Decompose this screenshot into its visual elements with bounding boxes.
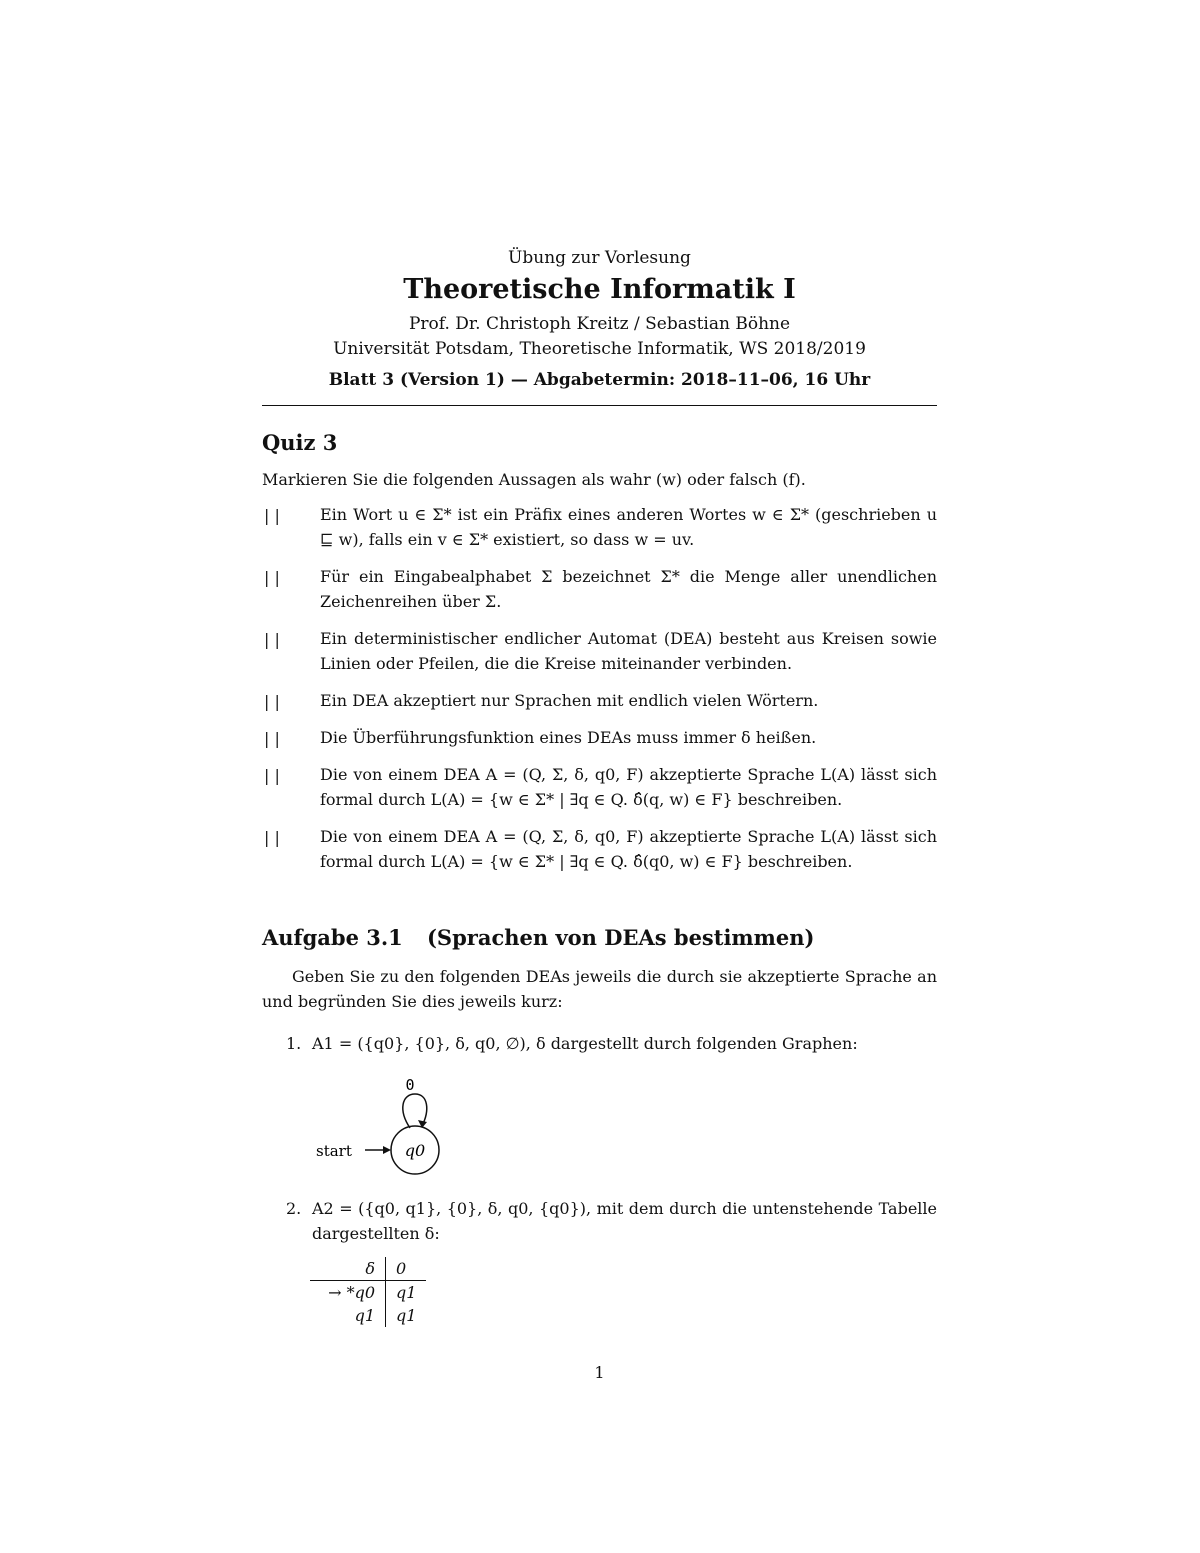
course-title: Theoretische Informatik I	[403, 274, 796, 305]
quiz-item	[262, 824, 937, 874]
answer-box[interactable]: | |	[264, 568, 280, 587]
table-row	[310, 1281, 426, 1305]
exercise-intro: Geben Sie zu den folgenden DEAs jeweils die durch sie akzeptierte Sprache an und begründen Sie dies jeweils kurz:	[262, 967, 937, 1011]
exercise-number: Aufgabe 3.1	[262, 925, 403, 950]
quiz-statement: Die von einem DEA A = (Q, Σ, δ, q0, F) akzeptierte Sprache L(A) lässt sich formal durch L(A) = {w ∈ Σ* | ∃q ∈ Q. δ̂(q0, w) ∈ F} beschreiben.	[320, 827, 937, 871]
sheet-info: Blatt 3 (Version 1) — Abgabetermin: 2018–11–06, 16 Uhr	[328, 370, 871, 390]
quiz-item	[262, 688, 937, 713]
course-pretitle: Übung zur Vorlesung	[508, 248, 691, 268]
quiz-item	[262, 626, 937, 676]
answer-box[interactable]: | |	[264, 729, 280, 748]
quiz-statement: Die von einem DEA A = (Q, Σ, δ, q0, F) akzeptierte Sprache L(A) lässt sich formal durch L(A) = {w ∈ Σ* | ∃q ∈ Q. δ̂(q, w) ∈ F} beschreiben.	[320, 765, 937, 809]
page-number: 1	[594, 1363, 605, 1382]
quiz-list	[262, 502, 937, 886]
quiz-statement: Die Überführungsfunktion eines DEAs muss immer δ heißen.	[320, 728, 817, 747]
quiz-statement: Ein deterministischer endlicher Automat (DEA) besteht aus Kreisen sowie Linien oder Pfeilen, die die Kreise miteinander verbinden.	[320, 629, 937, 673]
item-number: 2.	[286, 1199, 302, 1218]
header-divider	[262, 405, 937, 406]
quiz-item	[262, 564, 937, 614]
quiz-item	[262, 762, 937, 812]
table-cell: q1	[396, 1283, 417, 1302]
exercise-item	[262, 1031, 937, 1056]
table-cell: → *q0	[310, 1281, 386, 1305]
answer-box[interactable]: | |	[264, 692, 280, 711]
answer-box[interactable]: | |	[264, 506, 280, 525]
exercise-title: (Sprachen von DEAs bestimmen)	[427, 925, 815, 950]
item-number: 1.	[286, 1034, 302, 1053]
exercise-item	[262, 1196, 937, 1246]
quiz-statement: Für ein Eingabealphabet Σ bezeichnet Σ* die Menge aller unendlichen Zeichenreihen über Σ.	[320, 567, 937, 611]
start-label: start	[316, 1142, 352, 1160]
table-cell: q1	[310, 1304, 386, 1327]
answer-box[interactable]: | |	[264, 766, 280, 785]
quiz-item	[262, 502, 937, 552]
table-header-cell: 0	[386, 1257, 427, 1281]
table-row	[310, 1304, 426, 1327]
answer-box[interactable]: | |	[264, 630, 280, 649]
quiz-title: Quiz 3	[262, 430, 338, 455]
item-text: A1 = ({q0}, {0}, δ, q0, ∅), δ dargestellt durch folgenden Graphen:	[312, 1034, 858, 1053]
quiz-statement: Ein Wort u ∈ Σ* ist ein Präfix eines anderen Wortes w ∈ Σ* (geschrieben u ⊑ w), falls ein v ∈ Σ* existiert, so dass w = uv.	[320, 505, 937, 549]
loop-label: 0	[405, 1076, 415, 1094]
quiz-item	[262, 725, 937, 750]
exercise-heading	[262, 925, 814, 950]
quiz-statement: Ein DEA akzeptiert nur Sprachen mit endlich vielen Wörtern.	[320, 691, 819, 710]
table-cell: q1	[396, 1306, 417, 1325]
automaton-diagram	[310, 1070, 460, 1180]
start-arrowhead	[383, 1146, 391, 1154]
transition-table	[310, 1257, 426, 1327]
answer-box[interactable]: | |	[264, 828, 280, 847]
state-label: q0	[404, 1141, 426, 1160]
table-header-cell: δ	[310, 1257, 386, 1281]
authors: Prof. Dr. Christoph Kreitz / Sebastian Böhne	[408, 314, 791, 334]
quiz-intro: Markieren Sie die folgenden Aussagen als wahr (w) oder falsch (f).	[262, 470, 806, 489]
item-text: A2 = ({q0, q1}, {0}, δ, q0, {q0}), mit dem durch die untenstehende Tabelle dargestellten δ:	[312, 1199, 937, 1243]
university-line: Universität Potsdam, Theoretische Informatik, WS 2018/2019	[333, 339, 866, 359]
